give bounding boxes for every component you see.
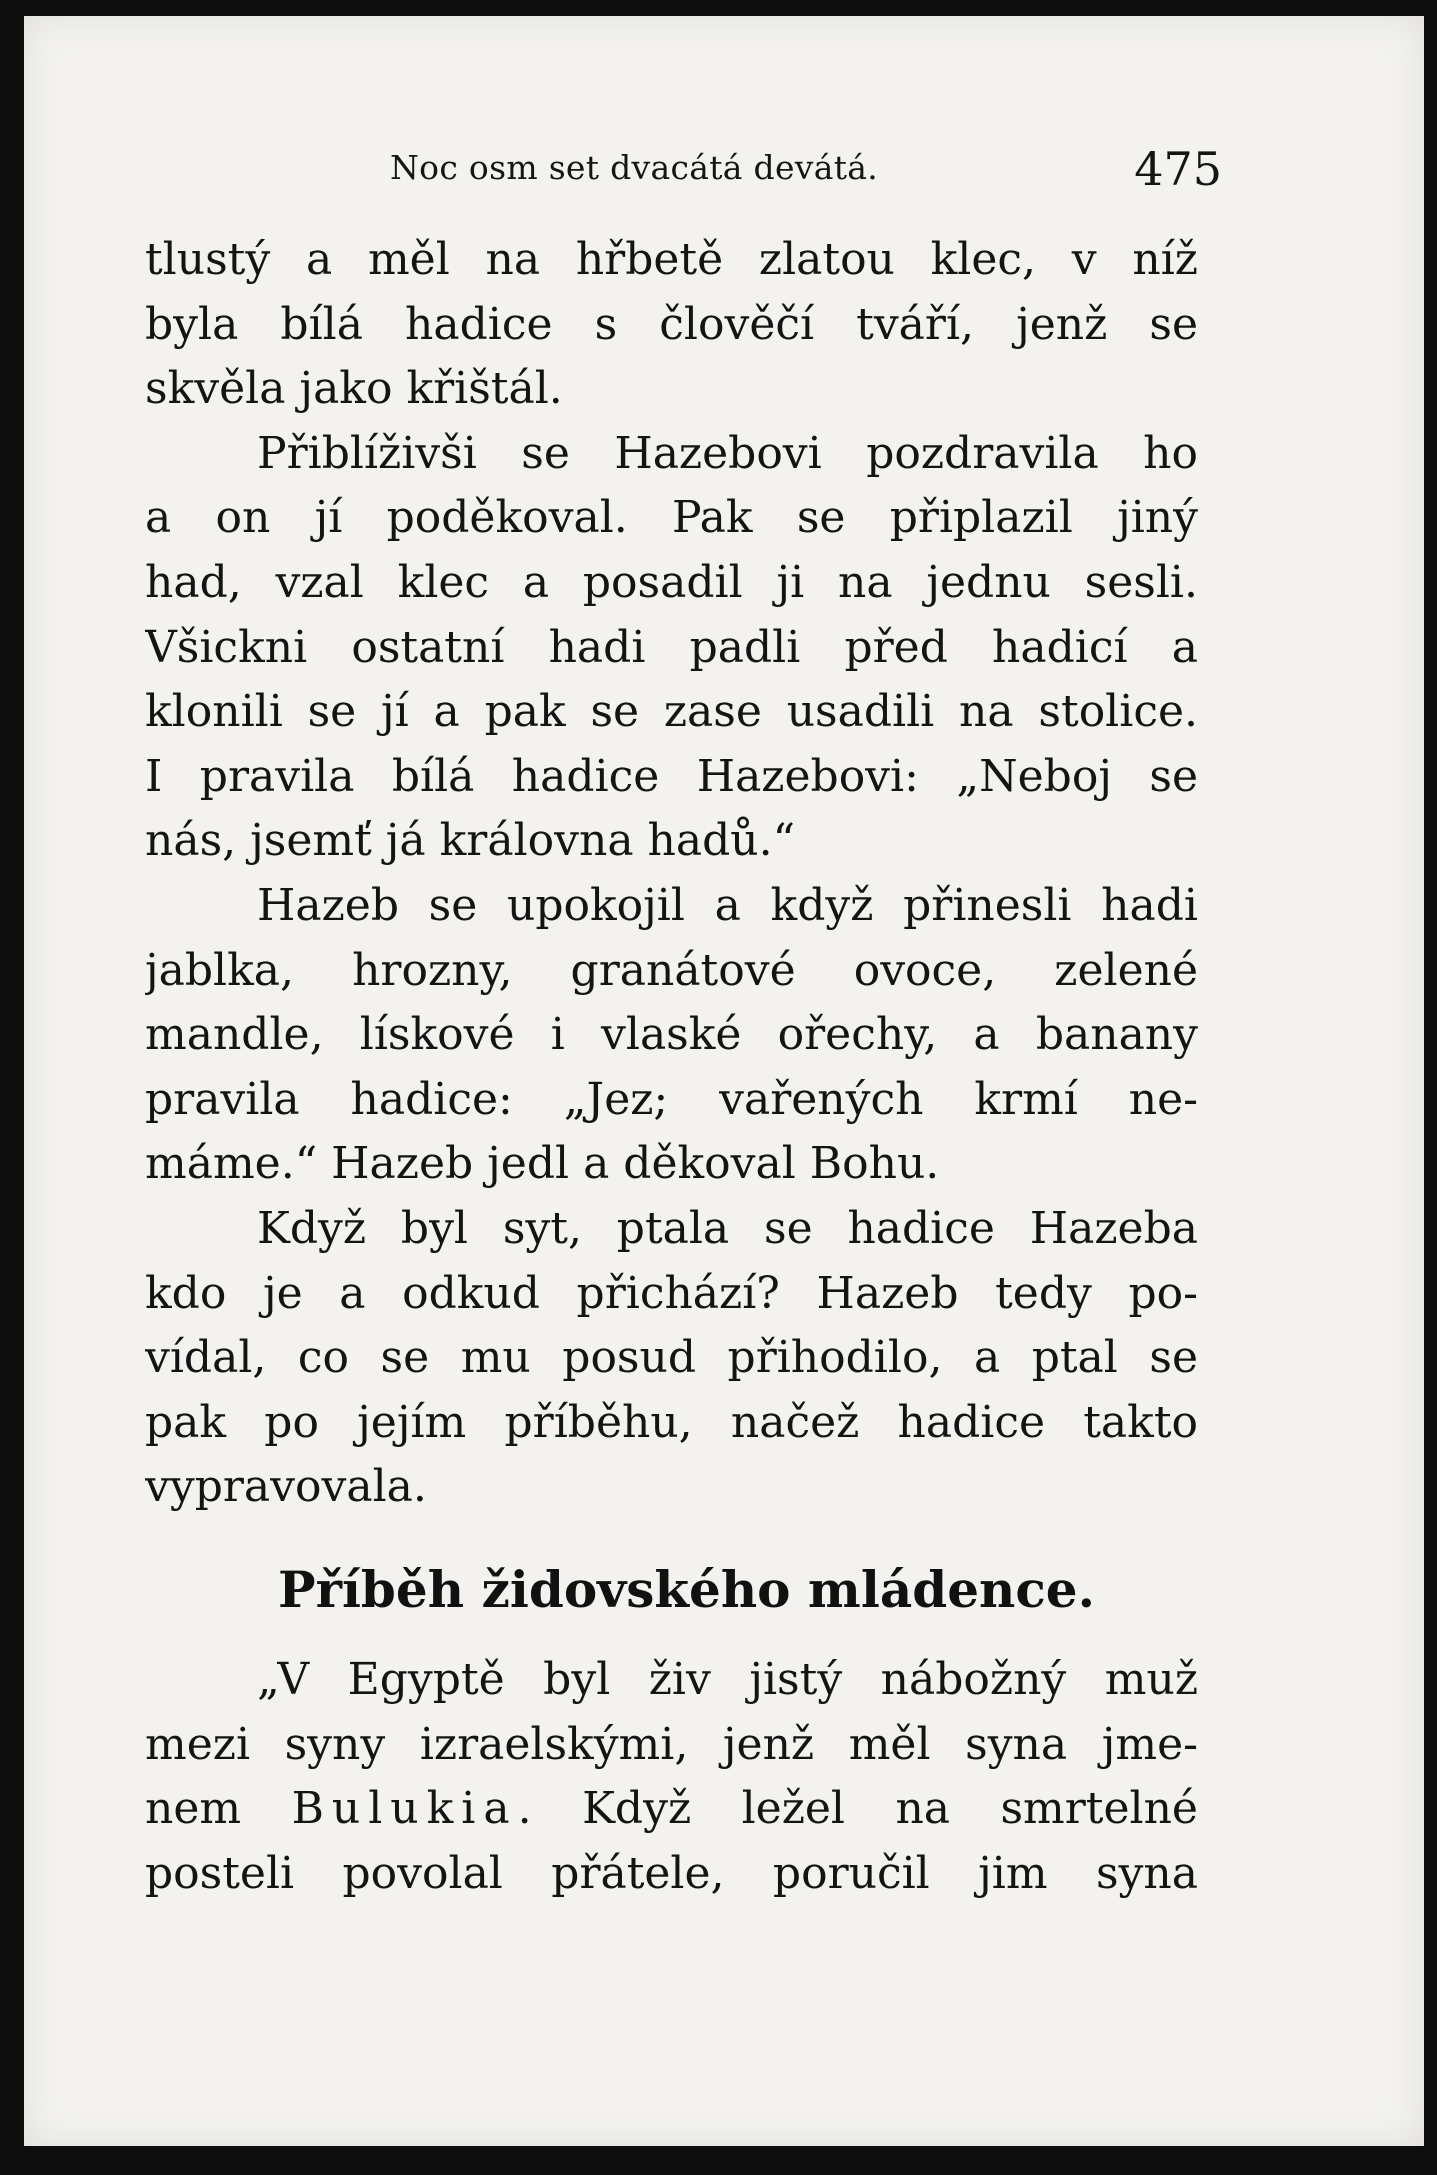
text-line: a on jí poděkoval. Pak se připlazil jiný (145, 492, 1198, 544)
page-header (390, 142, 1222, 202)
running-title: Noc osm set dvacátá devátá. (390, 148, 879, 187)
text-line: „V Egyptě byl živ jistý nábožný muž (257, 1654, 1198, 1705)
text-line: klonili se jí a pak se zase usadili na stolice. (145, 686, 1198, 738)
text-line: I pravila bílá hadice Hazebovi: „Neboj se (145, 750, 1198, 802)
text-line: mezi syny izraelskými, jenž měl syna jme- (145, 1718, 1198, 1770)
text-line: byla bílá hadice s člověčí tváří, jenž se (145, 298, 1198, 350)
text-line: nás, jsemť já královna hadů.“ (145, 815, 796, 867)
body-text (145, 228, 1198, 1520)
text-line: pravila hadice: „Jez; vařených krmí ne- (145, 1073, 1198, 1125)
section-heading: Příběh židovského mládence. (278, 1560, 1096, 1619)
text-line: had, vzal klec a posadil ji na jednu sesli. (145, 556, 1198, 608)
text-line: Když byl syt, ptala se hadice Hazeba (257, 1202, 1198, 1254)
text-line: skvěla jako křištál. (145, 363, 563, 415)
text-fragment: . Když ležel na smrtelné (517, 1783, 1198, 1835)
text-line: vídal, co se mu posud přihodilo, a ptal se (145, 1332, 1198, 1384)
text-line: Hazeb se upokojil a když přinesli hadi (257, 879, 1198, 931)
text-fragment: nem (145, 1783, 242, 1835)
text-line: Všickni ostatní hadi padli před hadicí a (145, 621, 1198, 673)
text-line: kdo je a odkud přichází? Hazeb tedy po- (145, 1267, 1198, 1319)
page-number: 475 (1134, 142, 1222, 196)
text-line: pak po jejím příběhu, načež hadice takto (145, 1396, 1198, 1448)
text-line: mandle, lískové i vlaské ořechy, a banany (145, 1009, 1198, 1061)
text-line: Přiblíživši se Hazebovi pozdravila ho (257, 427, 1198, 479)
text-line: tlustý a měl na hřbetě zlatou klec, v níž (145, 234, 1198, 285)
spaced-name: Bulukia (291, 1783, 518, 1835)
text-line: vypravovala. (145, 1461, 427, 1513)
text-line: máme.“ Hazeb jedl a děkoval Bohu. (145, 1138, 940, 1190)
text-line-with-name (145, 1777, 1198, 1842)
text-line: posteli povolal přátele, poručil jim syna (145, 1847, 1198, 1899)
section-body-text (145, 1648, 1198, 1906)
text-line: jablka, hrozny, granátové ovoce, zelené (145, 944, 1198, 996)
